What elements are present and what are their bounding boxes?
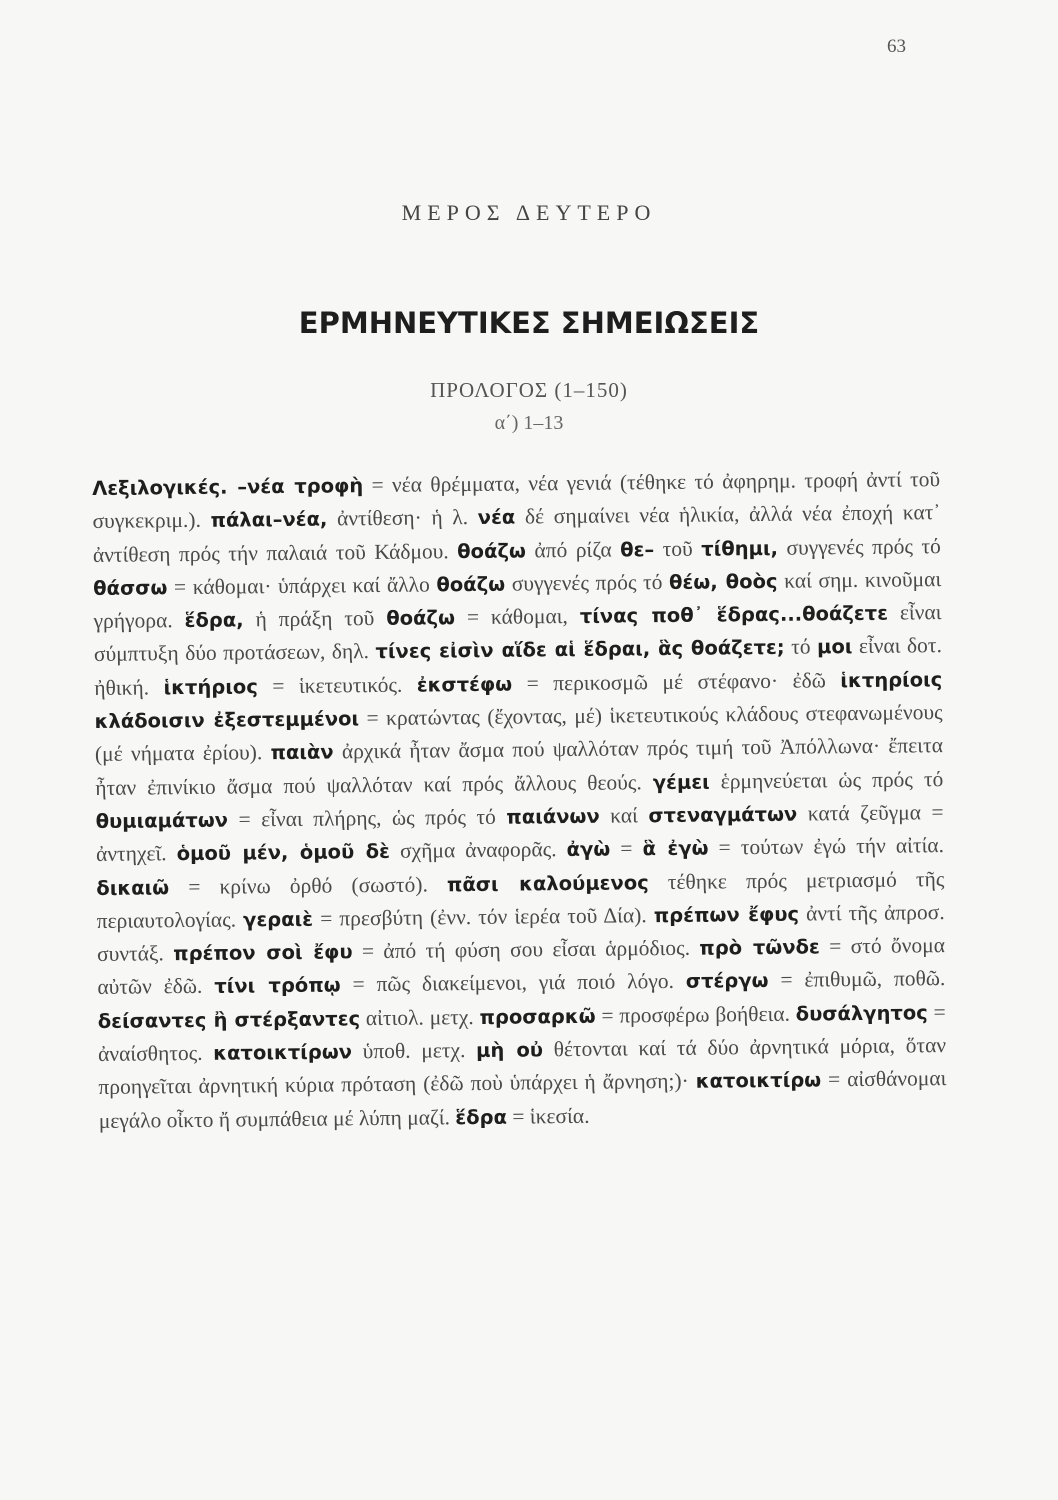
headword: δυσάλγητος — [795, 1001, 928, 1026]
explanation-text: αἰτιολ. μετχ. — [359, 1004, 480, 1030]
explanation-text: = — [610, 836, 643, 861]
headword: τίνας ποθ᾽ ἕδρας...θοάζετε — [579, 601, 889, 629]
explanation-text: τό — [784, 634, 818, 660]
explanation-text: = τούτων ἐγώ τήν αἰτία. — [708, 833, 945, 860]
headword: θάσσω — [93, 576, 168, 600]
headword: θοάζω — [436, 572, 506, 597]
explanation-text: ἀντί τῆς ἀπροσ. συντάξ. — [96, 899, 945, 967]
headword: πρὸ τῶνδε — [699, 935, 820, 960]
headword: γεραιὲ — [242, 907, 314, 932]
explanation-text: ὑποθ. μετχ. — [351, 1038, 477, 1064]
section-title: ΠΡΟΛΟΓΟΣ (1–150) — [430, 378, 628, 402]
headword: θοάζω — [386, 606, 456, 631]
explanation-text: = περικοσμῶ μέ στέφανο· ἐδῶ — [512, 667, 841, 696]
explanation-text: τέθηκε πρός μετριασμό τῆς περιαυτολογίας. — [96, 866, 945, 933]
explanation-text: τοῦ — [654, 536, 702, 561]
headword: ἱκτηρίοις κλάδοισιν ἐξεστεμμένοι — [94, 667, 943, 734]
headword: πρέπον σοὶ ἔφυ — [173, 940, 353, 966]
explanation-text: εἶναι σύμπτυξη δύο προτάσεων, δηλ. — [93, 600, 942, 667]
headword: ἕδρα — [455, 1105, 508, 1129]
headword: ὁμοῦ μέν, ὁμοῦ δὲ — [176, 840, 391, 866]
explanation-text: = στό ὄνομα αὐτῶν ἐδῶ. — [97, 933, 946, 1000]
headword: μὴ οὐ — [475, 1038, 544, 1063]
headword: Λεξιλογικές. –νέα τροφὴ — [92, 474, 364, 500]
explanation-text: = κάθομαι, — [454, 604, 580, 630]
explanation-text: ἀντίθεση· ἡ λ. — [327, 505, 478, 531]
headword: ἐκστέφω — [416, 672, 513, 697]
explanation-text: καί — [599, 803, 649, 828]
explanation-text: ἡ πράξη τοῦ — [243, 606, 387, 632]
explanation-text: ἀπό ρίζα — [525, 537, 621, 563]
explanation-text: σχῆμα ἀναφορᾶς. — [389, 837, 567, 864]
explanation-text: = πρεσβύτη (ἐνν. τόν ἱερέα τοῦ Δία). — [312, 903, 654, 931]
headword: πάλαι–νέα, — [210, 507, 328, 533]
explanation-text: = κρίνω ὀρθό (σωστό). — [169, 871, 448, 899]
explanation-text: ἑρμηνεύεται ὡς πρός τό — [709, 766, 944, 794]
explanation-text: ἀρχικά ἦταν ἄσμα πού ψαλλόταν πρός τιμή τοῦ Ἀπόλλωνα· ἔπειτα ἦταν ἐπινίκιο ἄσμα πού ψαλλόταν καί πρός ἄλλους θεούς. — [95, 733, 944, 800]
explanation-text: θέτονται καί τά δύο ἀρνητικά μόρια, ὅταν προηγεῖται ἀρνητική κύρια πρόταση (ἐδῶ ποὺ ὑπάρχει ἡ ἄρνηση;)· — [98, 1033, 947, 1100]
headword: ἕδρα, — [184, 608, 244, 633]
headword: δικαιῶ — [96, 875, 170, 900]
headword: δείσαντες ἢ στέρξαντες — [97, 1006, 361, 1033]
page-number: 63 — [887, 36, 906, 57]
headword: στέργω — [685, 969, 769, 994]
headword: θε– — [620, 537, 655, 562]
headword: κατοικτίρων — [213, 1040, 353, 1065]
explanation-text: = κρατώντας (ἔχοντας, μέ) ἱκετευτικούς κλάδους στεφανωμένους (μέ νήματα ἐρίου). — [94, 700, 943, 767]
explanation-text: συγγενές πρός τό — [777, 533, 941, 560]
headword: πᾶσι καλούμενος — [446, 870, 649, 896]
explanation-text: δέ σημαίνει νέα ἡλικία, ἀλλά νέα ἐποχή κατ᾽ ἀντίθεση πρός τήν παλαιά τοῦ Κάδμου. — [92, 500, 941, 567]
lexical-notes-paragraph — [92, 463, 947, 1138]
headword: νέα — [477, 505, 516, 530]
headword: τίθημι, — [701, 536, 779, 561]
explanation-text: = ἱκεσία. — [506, 1103, 590, 1129]
headword: παιὰν — [270, 740, 334, 765]
explanation-text: εἶναι δοτ. ἠθική. — [94, 633, 943, 700]
explanation-text: = ἀπό τή φύση σου εἶσαι ἁρμόδιος. — [352, 935, 700, 964]
main-title: ΕΡΜΗΝΕΥΤΙΚΕΣ ΣΗΜΕΙΩΣΕΙΣ — [298, 306, 760, 340]
explanation-text: = πῶς διακείμενοι, γιά ποιό λόγο. — [340, 969, 686, 997]
headword: ἱκτήριος — [163, 675, 258, 700]
explanation-text: = νέα θρέμματα, νέα γενιά (τέθηκε τό ἀφηρημ. τροφή ἀντί τοῦ συγκεκριμ.). — [92, 467, 941, 534]
explanation-text: = ἐπιθυμῶ, ποθῶ. — [768, 966, 946, 993]
explanation-text: = αἰσθάνομαι μεγάλο οἶκτο ἤ συμπάθεια μέ λύπη μαζί. — [98, 1066, 947, 1133]
headword: μοι — [816, 635, 853, 659]
explanation-text: καί σημ. κινοῦμαι γρήγορα. — [93, 567, 942, 634]
explanation-text: = ἀναίσθητος. — [97, 999, 946, 1067]
explanation-text: συγγενές πρός τό — [504, 569, 670, 596]
headword: πρέπων ἔφυς — [653, 902, 800, 928]
headword: στεναγμάτων — [648, 802, 798, 828]
explanation-text: = ἱκετευτικός. — [257, 672, 417, 699]
headword: θέω, θοὸς — [668, 569, 778, 594]
explanation-text: = κάθομαι· ὑπάρχει καί ἄλλο — [167, 572, 437, 600]
headword: γέμει — [652, 770, 710, 794]
headword: τίνες εἰσὶν αἵδε αἱ ἕδραι, ἃς θοάζετε; — [375, 636, 785, 664]
explanation-text: = προσφέρω βοήθεια. — [595, 1001, 796, 1028]
headword: θοάζω — [457, 539, 526, 563]
headword: θυμιαμάτων — [95, 808, 229, 833]
explanation-text: κατά ζεῦγμα = ἀντηχεῖ. — [95, 800, 944, 867]
part-title: ΜΕΡΟΣ ΔΕΥΤΕΡΟ — [401, 200, 657, 225]
headword: παιάνων — [506, 804, 600, 829]
subsection-title: α΄) 1–13 — [494, 412, 564, 434]
headword: ἀγὼ — [566, 837, 611, 862]
headword: προσαρκῶ — [479, 1004, 596, 1029]
explanation-text: = εἶναι πλήρης, ὡς πρός τό — [227, 804, 507, 832]
headword: κατοικτίρω — [695, 1068, 822, 1094]
headword: ἃ ἐγὼ — [642, 836, 709, 861]
headword: τίνι τρόπῳ — [214, 973, 341, 999]
